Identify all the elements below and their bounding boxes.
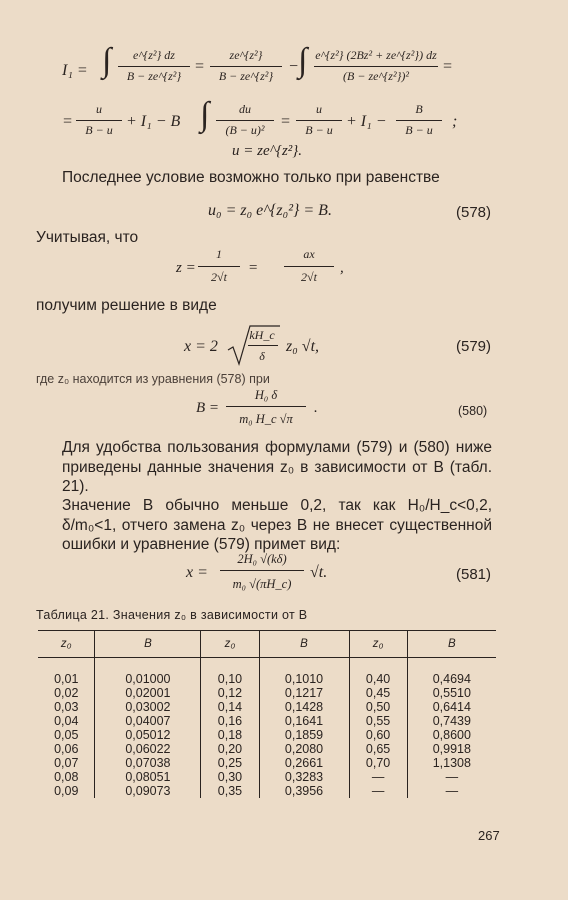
eq580-den: m₀ H_c √π xyxy=(239,412,293,426)
table-cell: 1,1308 xyxy=(407,756,496,770)
table-cell: 0,20 xyxy=(201,742,259,756)
eq580-num: H₀ δ xyxy=(254,388,278,402)
fraction-bar xyxy=(220,570,304,571)
equation-number-579: (579) xyxy=(456,338,492,355)
table-row xyxy=(38,756,496,770)
equation-number-578: (578) xyxy=(456,204,492,221)
table-cell: 0,07038 xyxy=(95,756,201,770)
paragraph-5: Значение B обычно меньше 0,2, так как H₀/H_c<0,2, δ/m₀<1, отчего замена z₀ через B не внесет существенной ошибки и уравнение (579) примет вид: xyxy=(62,497,492,553)
fraction-bar xyxy=(296,120,342,121)
equals-sign: = xyxy=(248,260,259,276)
fraction-bar xyxy=(248,345,278,346)
equation-number-581: (581) xyxy=(456,566,492,583)
eq1-frac1-num: e^{z²} dz xyxy=(133,48,175,62)
eq1-frac1-den: B − ze^{z²} xyxy=(126,69,182,83)
table-cell: 0,1217 xyxy=(259,686,349,700)
table-cell: 0,4694 xyxy=(407,658,496,687)
table-row xyxy=(38,770,496,784)
table-cell: 0,01 xyxy=(54,672,79,686)
table-row xyxy=(38,658,496,687)
table-header-cell: B xyxy=(95,631,201,658)
table-row xyxy=(38,728,496,742)
eq2-frac3-num: u xyxy=(316,102,322,116)
equals-sign: = xyxy=(442,58,453,75)
eq2-middle-a: + I₁ − B xyxy=(126,113,181,130)
table-cell: 0,08051 xyxy=(95,770,201,784)
integral-sign: ∫ xyxy=(200,96,210,133)
table-cell: 0,02 xyxy=(54,686,79,700)
values-table xyxy=(38,630,496,798)
table-row xyxy=(38,742,496,756)
integral-sign: ∫ xyxy=(102,42,112,79)
table-header-cell: z₀ xyxy=(349,631,407,658)
paragraph-3: получим решение в виде xyxy=(36,297,217,314)
eq579-frac-den: δ xyxy=(259,349,265,363)
fraction-bar xyxy=(314,66,438,67)
table-cell: 0,1859 xyxy=(259,728,349,742)
table-row xyxy=(38,784,496,798)
table-cell: 0,55 xyxy=(349,714,407,728)
paragraph-2: Учитывая, что xyxy=(36,229,139,246)
table-cell: 0,25 xyxy=(201,756,259,770)
table-row xyxy=(38,714,496,728)
eq2-frac3-den: B − u xyxy=(305,123,333,137)
table-cell: 0,30 xyxy=(201,770,259,784)
eq581-lhs: x = xyxy=(186,564,208,581)
eq580-tail: . xyxy=(314,400,318,416)
table-cell: — xyxy=(407,770,496,784)
table-cell: 0,09 xyxy=(54,784,79,798)
eq579-lhs: x = 2 xyxy=(184,338,218,355)
integral-sign: ∫ xyxy=(298,42,308,79)
table-header-cell: z₀ xyxy=(38,631,95,658)
equals-sign: = xyxy=(62,113,73,130)
table-cell: 0,04007 xyxy=(95,714,201,728)
fraction-bar xyxy=(216,120,274,121)
table-cell: 0,01000 xyxy=(95,658,201,687)
equals-sign: = xyxy=(194,58,205,75)
fraction-bar xyxy=(198,266,240,267)
equation-578: u₀ = z₀ e^{z₀²} = B. xyxy=(208,202,332,219)
eq2-frac4-den: B − u xyxy=(405,123,433,137)
table-cell: — xyxy=(407,784,496,798)
table-cell: 0,2080 xyxy=(259,742,349,756)
table-header-cell: z₀ xyxy=(201,631,259,658)
table-cell: 0,65 xyxy=(349,742,407,756)
eq2-frac4-num: B xyxy=(415,102,423,116)
fraction-bar xyxy=(118,66,190,67)
paragraph-1: Последнее условие возможно только при равенстве xyxy=(62,169,440,186)
table-cell: 0,02001 xyxy=(95,686,201,700)
eqz-frac2-den: 2√t xyxy=(301,270,317,284)
eq581-num: 2H₀ √(kδ) xyxy=(237,552,287,566)
table-cell: 0,6414 xyxy=(407,700,496,714)
table-cell: 0,60 xyxy=(349,728,407,742)
table-cell: 0,03 xyxy=(54,700,79,714)
table-cell: 0,08 xyxy=(54,770,79,784)
table-cell: 0,10 xyxy=(201,658,259,687)
table-cell: 0,3956 xyxy=(259,784,349,798)
equation-number-580: (580) xyxy=(458,404,488,418)
table-cell: 0,05 xyxy=(54,728,79,742)
table-cell: 0,8600 xyxy=(407,728,496,742)
fraction-bar xyxy=(226,406,306,407)
eq2-frac1-den: B − u xyxy=(85,123,113,137)
table-row xyxy=(38,686,496,700)
eq1-frac2-den: B − ze^{z²} xyxy=(218,69,274,83)
eq579-rest: z₀ √t, xyxy=(286,338,320,355)
table-cell: 0,3283 xyxy=(259,770,349,784)
table-cell: 0,35 xyxy=(201,784,259,798)
table-header-cell: B xyxy=(407,631,496,658)
equals-sign: = xyxy=(280,113,291,130)
paragraph-4: Для удобства пользования формулами (579) и (580) ниже приведены данные значения z₀ в зависимости от B (табл. 21). xyxy=(62,439,492,495)
table-cell: 0,09073 xyxy=(95,784,201,798)
eq579-frac-num: kH_c xyxy=(249,328,275,342)
small-note: где z₀ находится из уравнения (578) при xyxy=(36,372,270,386)
table-cell: 0,03002 xyxy=(95,700,201,714)
eq2-frac2-den: (B − u)² xyxy=(225,123,265,137)
equation-3: u = ze^{z²}. xyxy=(232,143,303,159)
eq1-frac3-den: (B − ze^{z²})² xyxy=(343,69,409,83)
eq2-tail: ; xyxy=(452,113,458,130)
table-cell: 0,05012 xyxy=(95,728,201,742)
table-cell: 0,12 xyxy=(201,686,259,700)
table-cell: 0,1428 xyxy=(259,700,349,714)
table-header-cell: B xyxy=(259,631,349,658)
eqz-tail: , xyxy=(340,260,344,276)
table-row xyxy=(38,700,496,714)
fraction-bar xyxy=(76,120,122,121)
eqz-frac1-den: 2√t xyxy=(211,270,227,284)
table-cell: — xyxy=(349,784,407,798)
fraction-bar xyxy=(396,120,442,121)
table-cell: 0,18 xyxy=(201,728,259,742)
table-cell: 0,7439 xyxy=(407,714,496,728)
table-caption: Таблица 21. Значения z₀ в зависимости от B xyxy=(36,608,308,622)
eq2-frac2-num: du xyxy=(239,102,251,116)
table-cell: 0,9918 xyxy=(407,742,496,756)
fraction-bar xyxy=(284,266,334,267)
table-cell: 0,06 xyxy=(54,742,79,756)
table-cell: 0,2661 xyxy=(259,756,349,770)
minus-sign: − xyxy=(288,58,299,75)
table-cell: 0,04 xyxy=(54,714,79,728)
eqz-frac2-num: ax xyxy=(303,247,315,261)
table-cell: 0,70 xyxy=(349,756,407,770)
eqz-lhs: z = xyxy=(176,260,196,276)
fraction-bar xyxy=(210,66,282,67)
table-cell: 0,16 xyxy=(201,714,259,728)
table-cell: — xyxy=(349,770,407,784)
table-cell: 0,50 xyxy=(349,700,407,714)
eq2-frac1-num: u xyxy=(96,102,102,116)
eq581-rest: √t. xyxy=(310,564,328,581)
page-number: 267 xyxy=(478,828,500,843)
table-cell: 0,1010 xyxy=(259,658,349,687)
eq1-lhs: I₁ = xyxy=(62,62,88,79)
table-cell: 0,1641 xyxy=(259,714,349,728)
table-cell: 0,40 xyxy=(349,658,407,687)
eqz-frac1-num: 1 xyxy=(216,247,222,261)
table-cell: 0,45 xyxy=(349,686,407,700)
eq1-frac3-num: e^{z²} (2Bz² + ze^{z²}) dz xyxy=(315,48,437,62)
table-cell: 0,07 xyxy=(54,756,79,770)
eq2-middle-b: + I₁ − xyxy=(346,113,387,130)
eq1-frac2-num: ze^{z²} xyxy=(229,48,263,62)
table-cell: 0,5510 xyxy=(407,686,496,700)
table-header-row xyxy=(38,631,496,658)
table-cell: 0,14 xyxy=(201,700,259,714)
table-cell: 0,06022 xyxy=(95,742,201,756)
eq581-den: m₀ √(πH_c) xyxy=(232,577,292,591)
eq580-lhs: B = xyxy=(196,400,220,416)
